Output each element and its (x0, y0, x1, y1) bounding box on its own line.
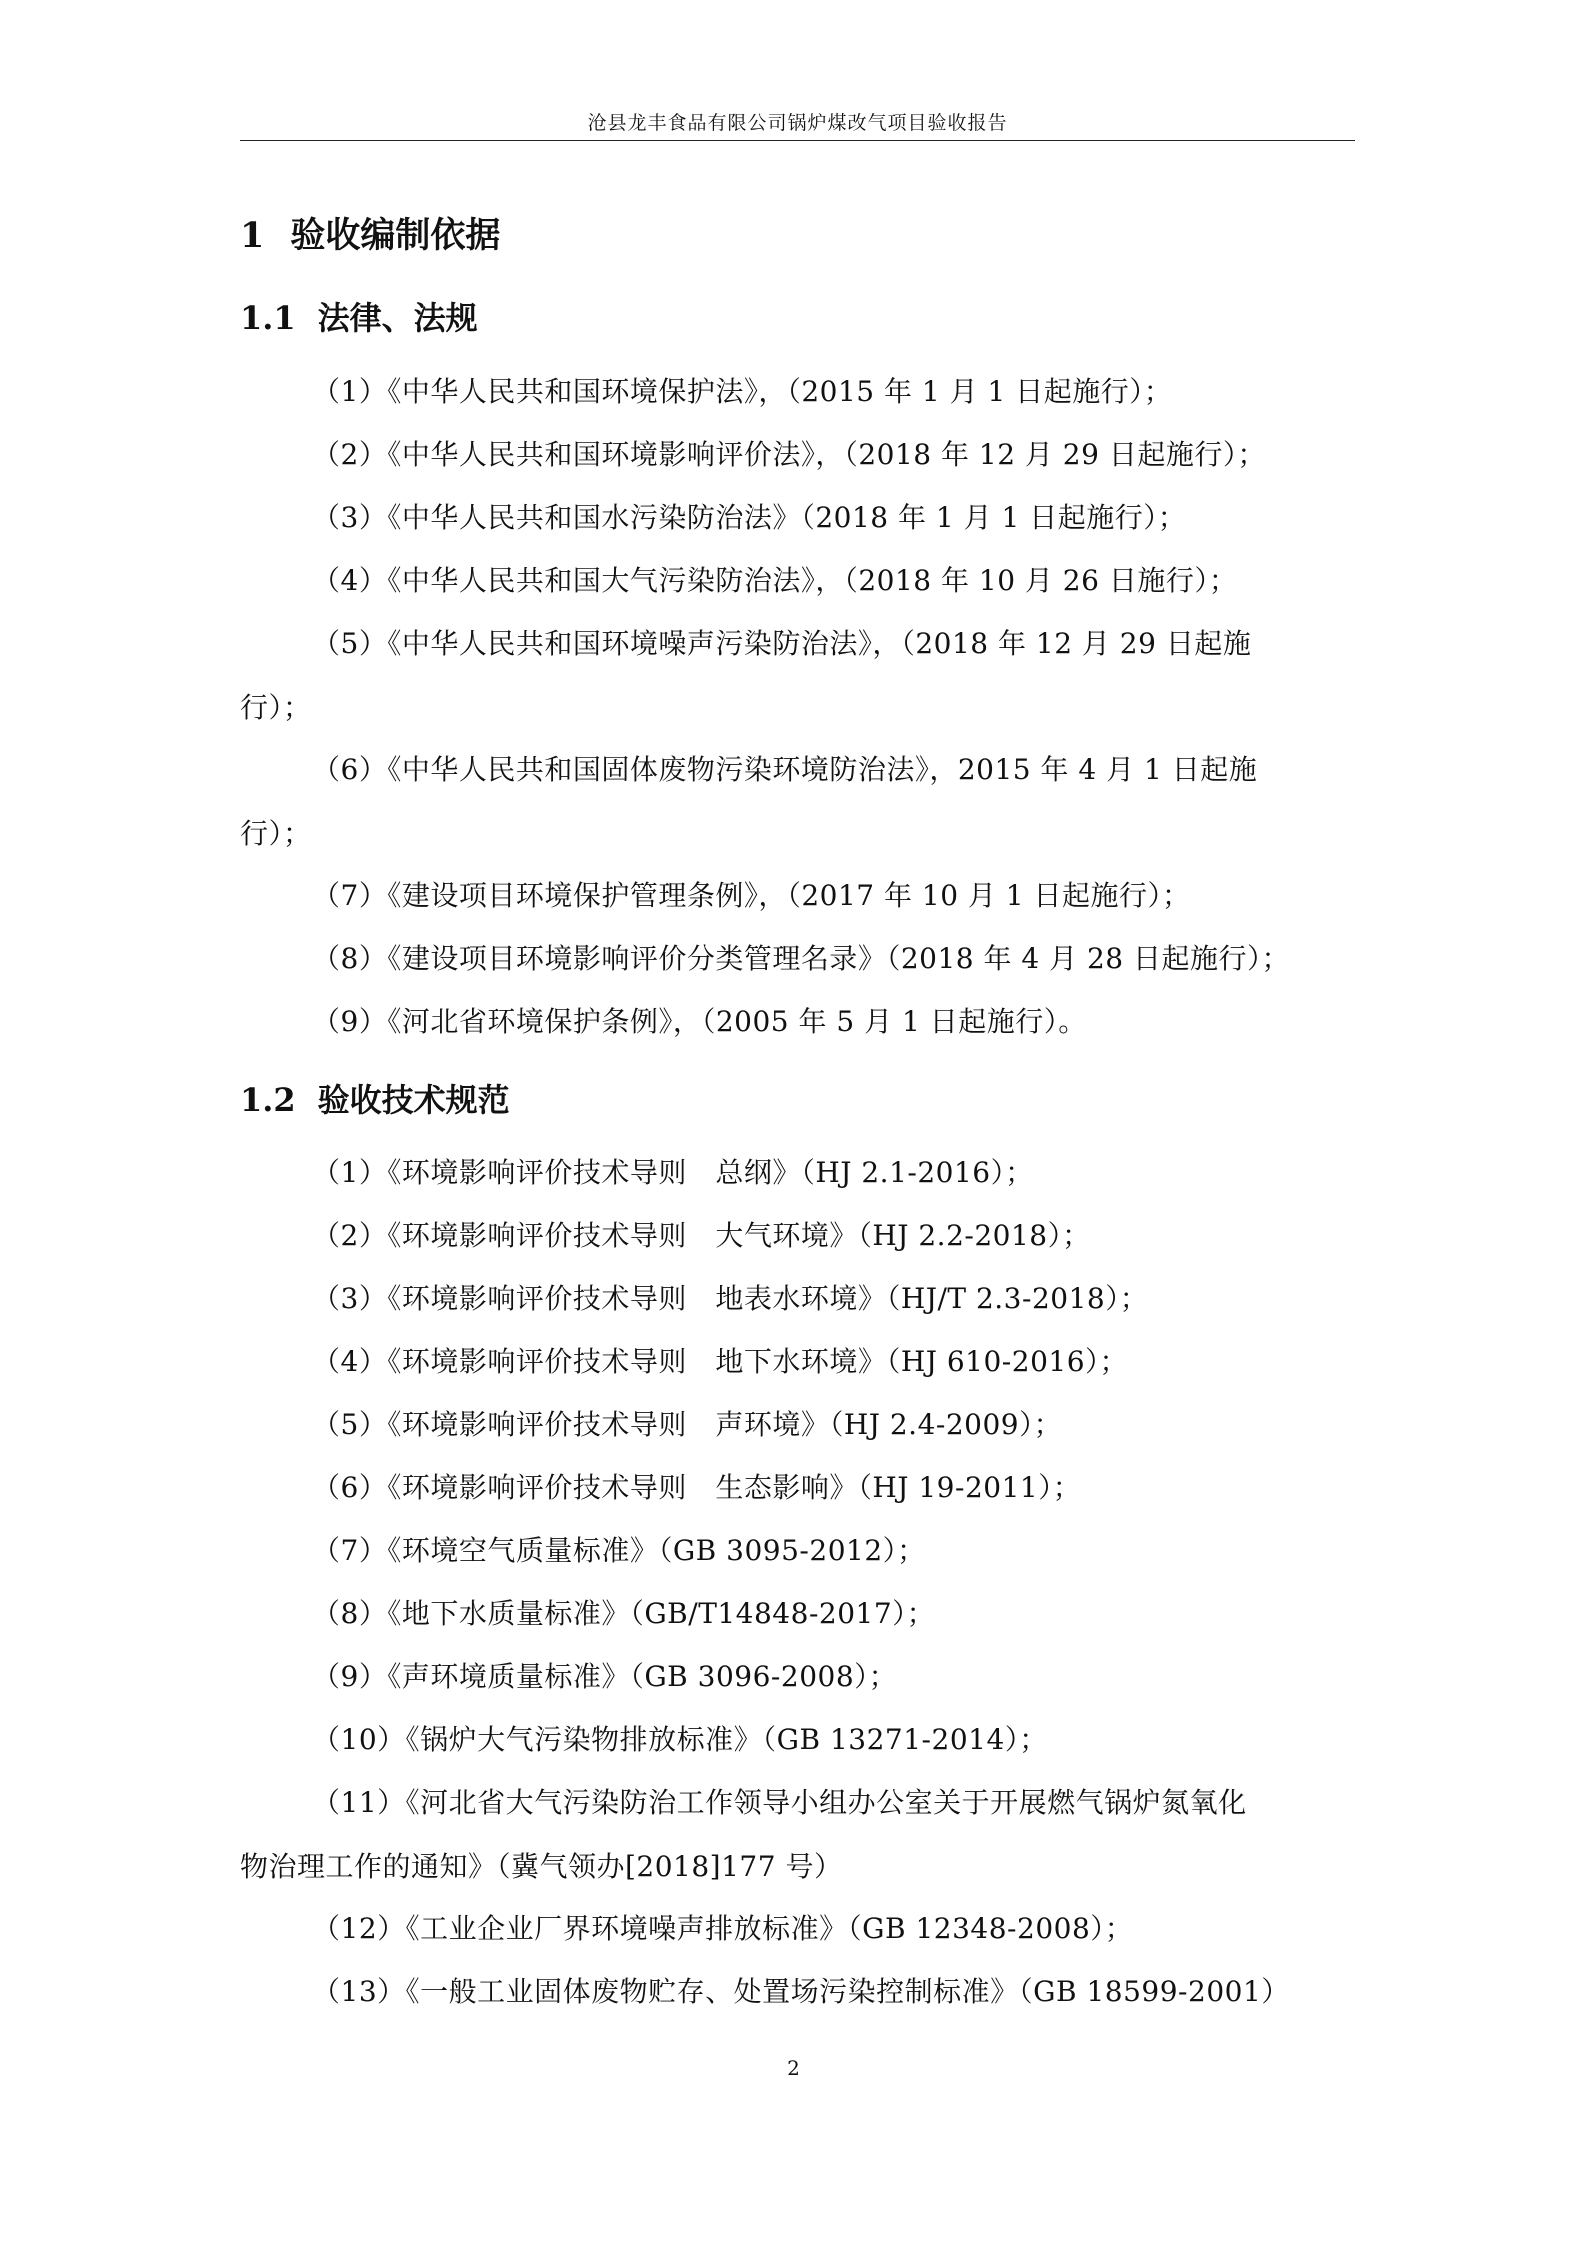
item-text: （6）《环境影响评价技术导则 生态影响》（HJ 19-2011）； (312, 1471, 1082, 1504)
spec-item-12 (240, 1897, 1355, 1961)
section-number: 1.1 (240, 299, 296, 337)
item-text: （9）《河北省环境保护条例》，（2005 年 5 月 1 日起施行）。 (312, 1005, 1087, 1038)
item-text: （7）《建设项目环境保护管理条例》，（2017 年 10 月 1 日起施行）； (312, 879, 1191, 912)
item-text: （7）《环境空气质量标准》（GB 3095-2012）； (312, 1534, 926, 1567)
spec-item-6 (240, 1456, 1355, 1520)
section-title: 验收技术规范 (317, 1081, 510, 1119)
item-text: （2）《环境影响评价技术导则 大气环境》（HJ 2.2-2018）； (312, 1219, 1091, 1252)
chapter-title: 验收编制依据 (290, 215, 501, 256)
law-item-4 (240, 549, 1355, 613)
law-item-2 (240, 423, 1355, 487)
item-text: （8）《建设项目环境影响评价分类管理名录》（2018 年 4 月 28 日起施行）； (312, 942, 1291, 975)
item-text: （10）《锅炉大气污染物排放标准》（GB 13271-2014）； (312, 1723, 1048, 1756)
header-divider (240, 140, 1355, 141)
spec-item-11 (240, 1771, 1355, 1899)
law-item-1 (240, 360, 1355, 424)
running-header: 沧县龙丰食品有限公司锅炉煤改气项目验收报告 (587, 112, 1008, 134)
item-text: （9）《声环境质量标准》（GB 3096-2008）； (312, 1660, 898, 1693)
item-text: （8）《地下水质量标准》（GB/T14848-2017）； (312, 1597, 936, 1630)
item-text: （13）《一般工业固体废物贮存、处置场污染控制标准》（GB 18599-2001） (312, 1975, 1290, 2008)
spec-item-10 (240, 1708, 1355, 1772)
page-number: 2 (787, 2056, 800, 2080)
chapter-number: 1 (240, 215, 265, 256)
spec-item-4 (240, 1330, 1355, 1394)
item-text: （3）《中华人民共和国水污染防治法》（2018 年 1 月 1 日起施行）； (312, 501, 1187, 534)
section-number: 1.2 (240, 1081, 296, 1119)
item-text: （4）《环境影响评价技术导则 地下水环境》（HJ 610-2016）； (312, 1345, 1129, 1378)
spec-item-1 (240, 1141, 1355, 1205)
item-continuation-line: 物治理工作的通知》（冀气领办[2018]177 号） (240, 1850, 843, 1883)
spec-item-2 (240, 1204, 1355, 1268)
item-text: （4）《中华人民共和国大气污染防治法》，（2018 年 10 月 26 日施行）； (312, 564, 1238, 597)
item-text: （11）《河北省大气污染防治工作领导小组办公室关于开展燃气锅炉氮氧化 (312, 1786, 1247, 1819)
item-text: （2）《中华人民共和国环境影响评价法》，（2018 年 12 月 29 日起施行）； (312, 438, 1266, 471)
item-text: （3）《环境影响评价技术导则 地表水环境》（HJ/T 2.3-2018）； (312, 1282, 1149, 1315)
item-text: （5）《环境影响评价技术导则 声环境》（HJ 2.4-2009）； (312, 1408, 1063, 1441)
spec-item-3 (240, 1267, 1355, 1331)
law-item-5 (240, 612, 1355, 740)
chapter-heading (240, 208, 500, 258)
spec-item-8 (240, 1582, 1355, 1646)
section-heading-1-1 (240, 293, 478, 339)
item-text: （1）《中华人民共和国环境保护法》，（2015 年 1 月 1 日起施行）； (312, 375, 1173, 408)
section-title: 法律、法规 (317, 299, 478, 337)
law-item-3 (240, 486, 1355, 550)
spec-item-13 (240, 1960, 1355, 2024)
law-item-9 (240, 990, 1355, 1054)
item-text: （6）《中华人民共和国固体废物污染环境防治法》，2015 年 4 月 1 日起施 (312, 753, 1258, 786)
item-continuation-line: 行）； (240, 817, 312, 850)
item-continuation-line: 行）； (240, 691, 312, 724)
spec-item-5 (240, 1393, 1355, 1457)
spec-item-9 (240, 1645, 1355, 1709)
section-heading-1-2 (240, 1075, 510, 1121)
item-text: （12）《工业企业厂界环境噪声排放标准》（GB 12348-2008）； (312, 1912, 1134, 1945)
law-item-7 (240, 864, 1355, 928)
law-item-8 (240, 927, 1355, 991)
spec-item-7 (240, 1519, 1355, 1583)
law-item-6 (240, 738, 1355, 866)
item-text: （1）《环境影响评价技术导则 总纲》（HJ 2.1-2016）； (312, 1156, 1034, 1189)
item-text: （5）《中华人民共和国环境噪声污染防治法》，（2018 年 12 月 29 日起施 (312, 627, 1252, 660)
